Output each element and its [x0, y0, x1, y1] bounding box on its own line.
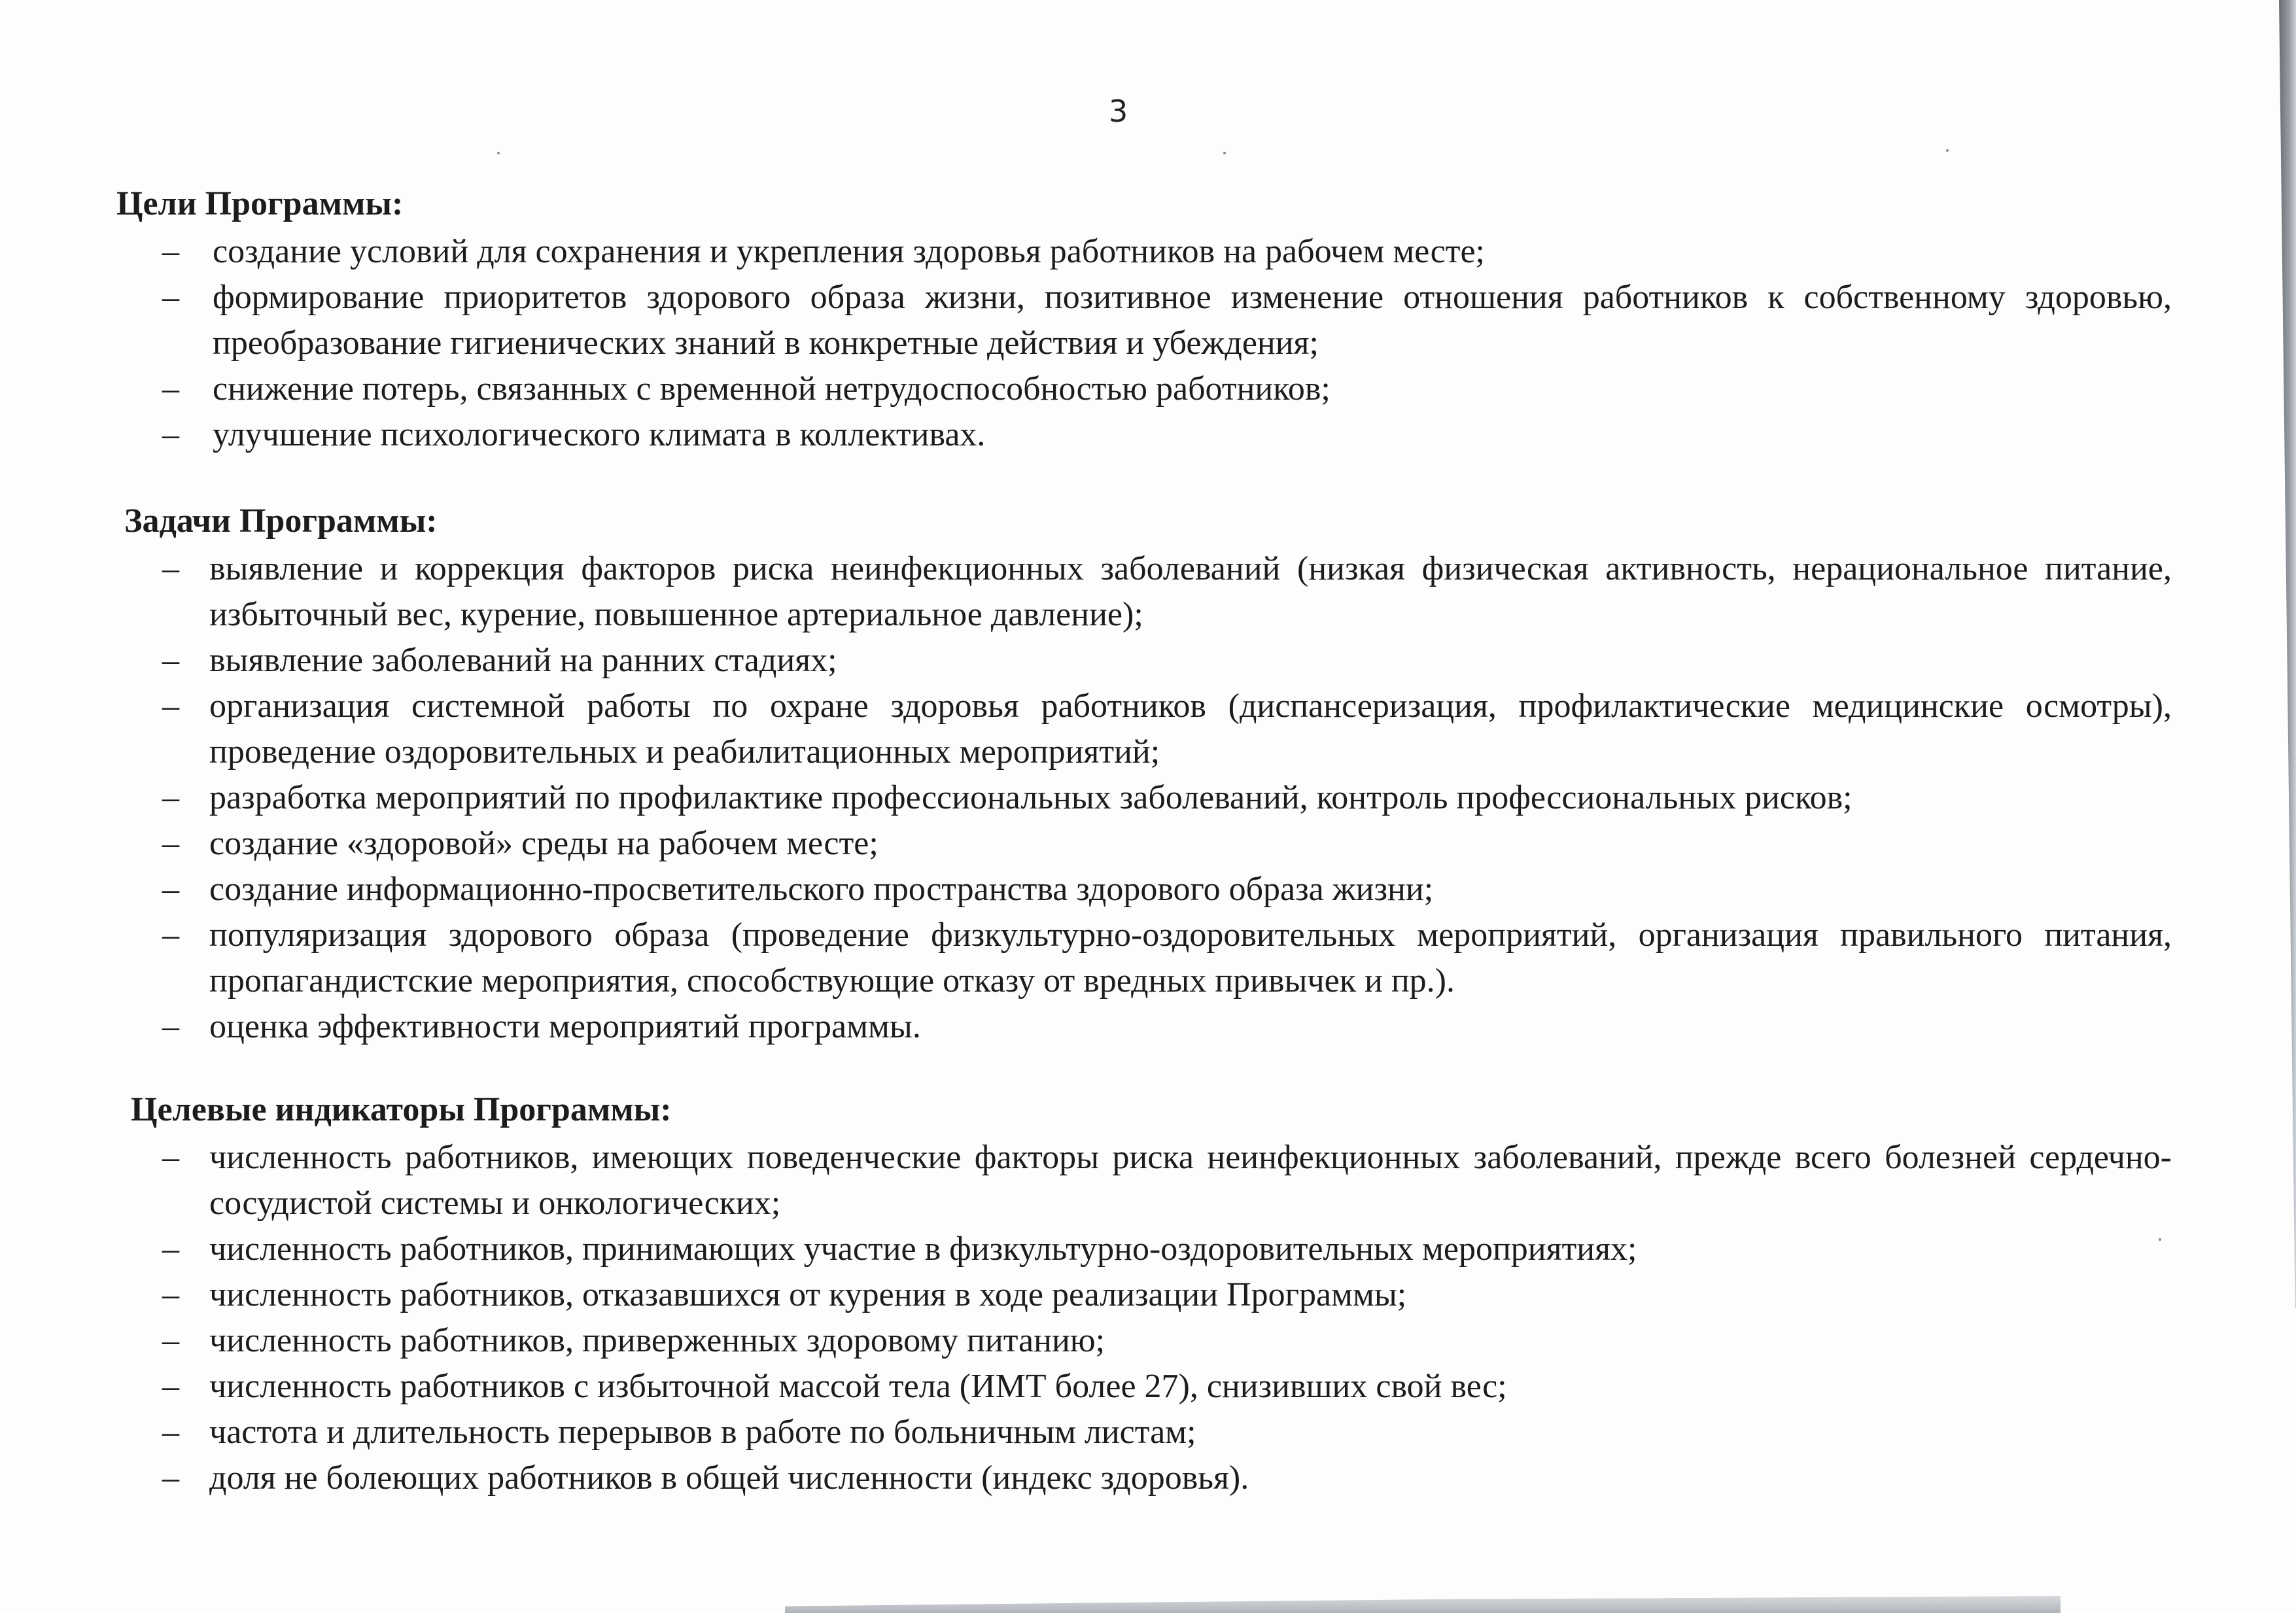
list-item [131, 1226, 2172, 1272]
list-item-text: численность работников, приверженных здоровому питанию; [209, 1322, 1105, 1359]
list-item [116, 229, 2172, 275]
list-item-text: численность работников, отказавшихся от курения в ходе реализации Программы; [209, 1276, 1407, 1313]
list-item [116, 366, 2172, 412]
dash-bullet-icon: – [162, 1322, 179, 1359]
list-item [131, 1135, 2172, 1226]
list-item-text: формирование приоритетов здорового образа жизни, позитивное изменение отношения работников к собственному здоровью, преобразование гигиенических знаний в конкретные действия и убеждения; [213, 279, 2172, 362]
scan-speck [1946, 149, 1949, 152]
list-item [131, 1455, 2172, 1501]
dash-bullet-icon: – [162, 1414, 179, 1451]
list-item [131, 1318, 2172, 1364]
list-item [131, 1410, 2172, 1455]
page-number: 3 [1109, 94, 1128, 129]
scan-shadow-bottom [785, 1596, 2061, 1613]
section-heading-goals: Цели Программы: [116, 185, 404, 222]
list-item-text: численность работников, принимающих участие в физкультурно-оздоровительных мероприятиях; [209, 1230, 1637, 1268]
list-item [116, 412, 2172, 458]
list-item-text: оценка эффективности мероприятий программы. [209, 1008, 921, 1045]
list-item [124, 867, 2172, 912]
list-item-text: выявление заболеваний на ранних стадиях; [209, 642, 837, 679]
list-item-text: создание информационно-просветительского пространства здорового образа жизни; [209, 871, 1434, 908]
dash-bullet-icon: – [162, 1008, 179, 1045]
scan-shadow-right [2279, 0, 2296, 1308]
section-indicators [131, 1089, 2191, 1501]
list-item [124, 912, 2172, 1004]
dash-bullet-icon: – [162, 233, 179, 270]
dash-bullet-icon: – [162, 1139, 179, 1176]
list-item-text: численность работников с избыточной массой тела (ИМТ более 27), снизивших свой вес; [209, 1368, 1507, 1405]
list-item-text: выявление и коррекция факторов риска неинфекционных заболеваний (низкая физическая активность, нерациональное питание, избыточный вес, курение, повышенное артериальное давление); [209, 550, 2172, 633]
list-item-text: разработка мероприятий по профилактике профессиональных заболеваний, контроль профессиональных рисков; [209, 779, 1852, 816]
dash-bullet-icon: – [162, 1368, 179, 1405]
list-item [131, 1364, 2172, 1410]
dash-bullet-icon: – [162, 1459, 179, 1497]
section-heading-indicators: Целевые индикаторы Программы: [131, 1091, 672, 1128]
dash-bullet-icon: – [162, 1230, 179, 1268]
list-item-text: частота и длительность перерывов в работе по больничным листам; [209, 1414, 1196, 1451]
list-item-text: создание «здоровой» среды на рабочем месте; [209, 825, 878, 862]
list-item-text: доля не болеющих работников в общей численности (индекс здоровья). [209, 1459, 1249, 1497]
dash-bullet-icon: – [162, 642, 179, 679]
scan-speck [497, 152, 500, 154]
list-item [124, 821, 2172, 867]
scan-speck [1223, 152, 1226, 154]
list-item-text: численность работников, имеющих поведенческие факторы риска неинфекционных заболеваний, прежде всего болезней сердечно-сосудистой системы и онкологических; [209, 1139, 2172, 1222]
section-goals [116, 183, 2177, 458]
list-item-text: снижение потерь, связанных с временной нетрудоспособностью работников; [213, 370, 1331, 408]
list-item-text: популяризация здорового образа (проведение физкультурно-оздоровительных мероприятий, организация правильного питания, пропагандистские мероприятия, способствующие отказу от вредных привычек и пр.). [209, 916, 2172, 999]
section-heading-tasks: Задачи Программы: [124, 502, 438, 540]
dash-bullet-icon: – [162, 687, 179, 725]
list-item-text: улучшение психологического климата в коллективах. [213, 416, 986, 453]
list-item [124, 546, 2172, 638]
dash-bullet-icon: – [162, 916, 179, 954]
dash-bullet-icon: – [162, 550, 179, 587]
list-item [131, 1272, 2172, 1318]
list-item [124, 775, 2172, 821]
section-tasks [124, 500, 2185, 1050]
dash-bullet-icon: – [162, 779, 179, 816]
tasks-list [124, 546, 2185, 1050]
dash-bullet-icon: – [162, 279, 179, 316]
list-item [116, 275, 2172, 366]
scan-speck [2159, 1238, 2161, 1241]
indicators-list [131, 1135, 2191, 1501]
dash-bullet-icon: – [162, 416, 179, 453]
dash-bullet-icon: – [162, 1276, 179, 1313]
list-item-text: создание условий для сохранения и укрепления здоровья работников на рабочем месте; [213, 233, 1485, 270]
dash-bullet-icon: – [162, 871, 179, 908]
list-item [124, 684, 2172, 775]
list-item-text: организация системной работы по охране здоровья работников (диспансеризация, профилактические медицинские осмотры), проведение оздоровительных и реабилитационных мероприятий; [209, 687, 2172, 771]
list-item [124, 638, 2172, 684]
dash-bullet-icon: – [162, 825, 179, 862]
dash-bullet-icon: – [162, 370, 179, 408]
goals-list [116, 229, 2177, 458]
list-item [124, 1004, 2172, 1050]
